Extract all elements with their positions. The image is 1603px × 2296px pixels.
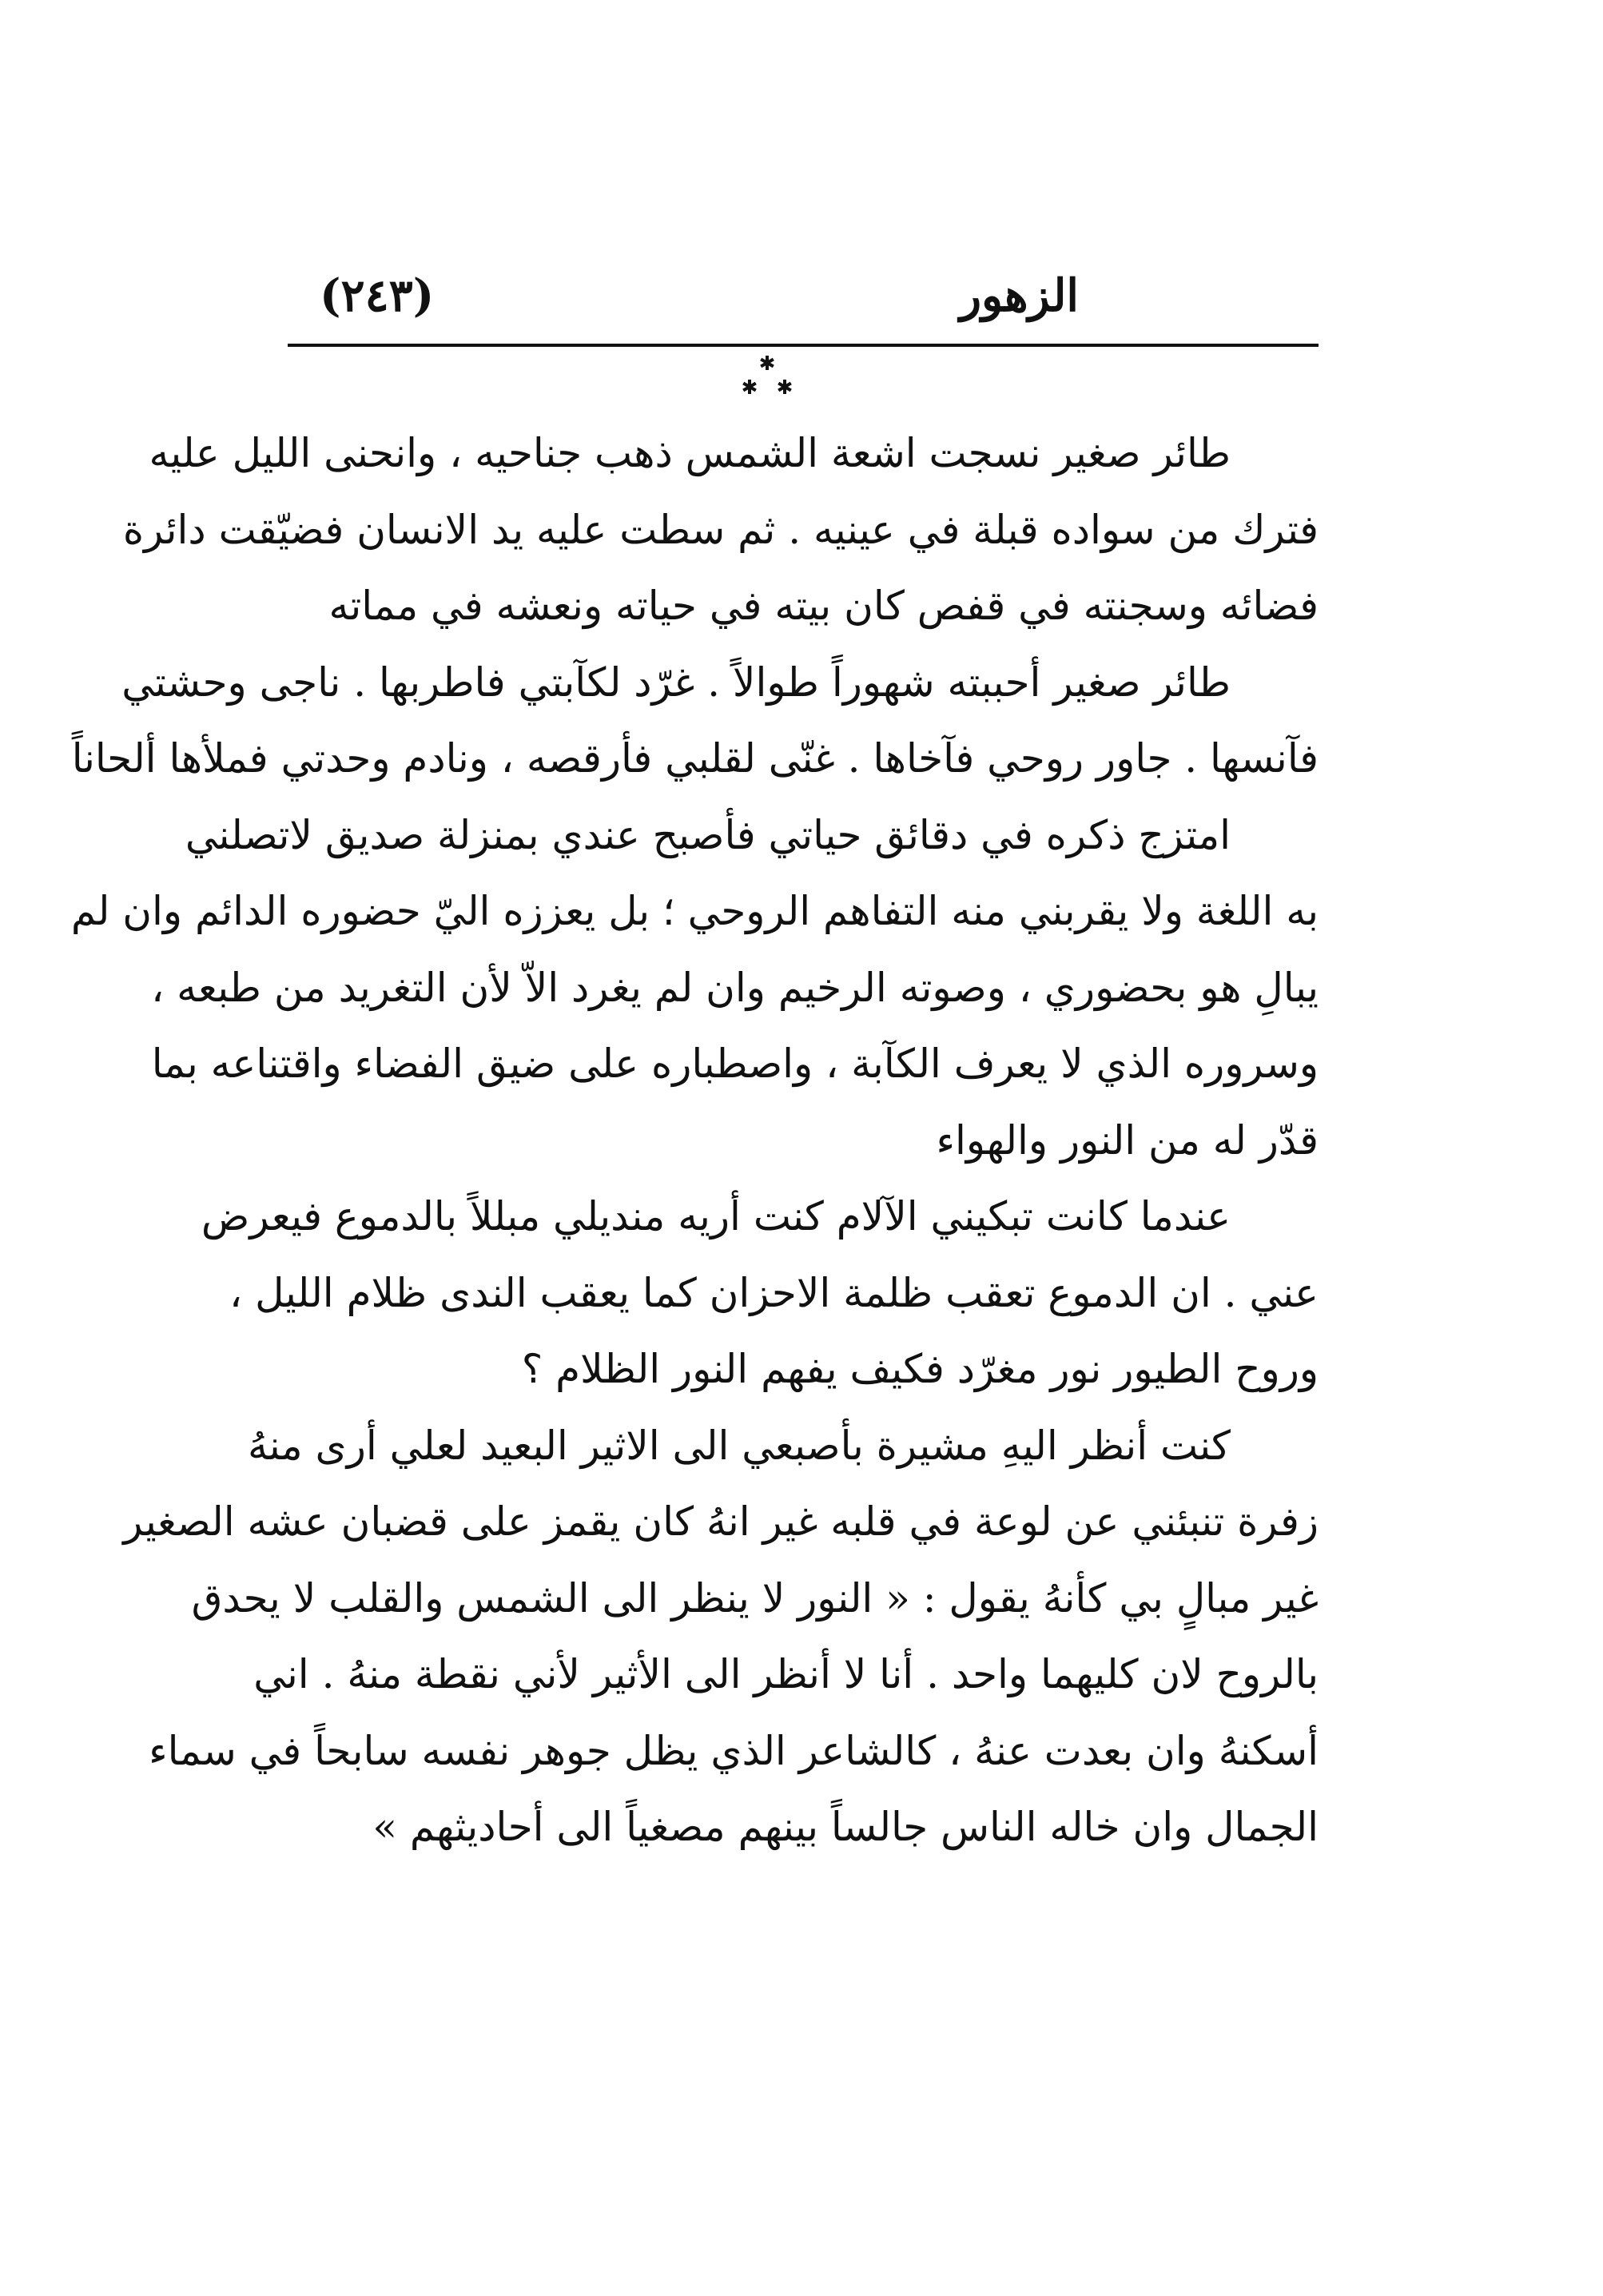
text-line: غير مبالٍ بي كأنهُ يقول : « النور لا ينظر الى الشمس والقلب لا يحدق bbox=[191, 1574, 1319, 1622]
text-line: زفرة تنبئني عن لوعة في قلبه غير انهُ كان يقمز على قضبان عشه الصغير bbox=[123, 1498, 1319, 1545]
asterisk-ornament-icon bbox=[719, 345, 815, 409]
text-line: طائر صغير أحببته شهوراً طوالاً . غرّد لكآبتي فاطربها . ناجى وحشتي bbox=[121, 659, 1231, 706]
text-line: بالروح لان كليهما واحد . أنا لا أنظر الى الأثير لأني نقطة منهُ . اني bbox=[253, 1651, 1319, 1697]
text-line: الجمال وان خاله الناس جالساً بينهم مصغياً الى أحاديثهم » bbox=[372, 1804, 1319, 1850]
text-line: طائر صغير نسجت اشعة الشمس ذهب جناحيه ، وانحنى الليل عليه bbox=[149, 430, 1231, 476]
text-line: قدّر له من النور والهواء bbox=[936, 1116, 1319, 1164]
body-text bbox=[70, 416, 1319, 1866]
text-line: فآنسها . جاور روحي فآخاها . غنّى لقلبي فأرقصه ، ونادم وحدتي فملأها ألحاناً bbox=[71, 735, 1319, 782]
running-title: الزهور bbox=[959, 269, 1079, 322]
text-line: عني . ان الدموع تعقب ظلمة الاحزان كما يعقب الندى ظلام الليل ، bbox=[229, 1269, 1319, 1316]
text-line: امتزج ذكره في دقائق حياتي فأصبح عندي بمنزلة صديق لاتصلني bbox=[185, 811, 1231, 858]
text-line: وروح الطيور نور مغرّد فكيف يفهم النور الظلام ؟ bbox=[521, 1346, 1319, 1392]
text-line: أسكنهُ وان بعدت عنهُ ، كالشاعر الذي يظل جوهر نفسه سابحاً في سماء bbox=[149, 1727, 1319, 1774]
page-header bbox=[288, 256, 1319, 344]
text-line: يبالِ هو بحضوري ، وصوته الرخيم وان لم يغرد الاّ لأن التغريد من طبعه ، bbox=[151, 964, 1319, 1011]
text-line: وسروره الذي لا يعرف الكآبة ، واصطباره على ضيق الفضاء واقتناعه بما bbox=[151, 1041, 1319, 1087]
text-line: فضائه وسجنته في قفص كان بيته في حياته ونعشه في مماته bbox=[328, 583, 1319, 629]
text-line: فترك من سواده قبلة في عينيه . ثم سطت عليه يد الانسان فضيّقت دائرة bbox=[122, 506, 1319, 553]
text-line: كنت أنظر اليهِ مشيرة بأصبعي الى الاثير البعيد لعلي أرى منهُ bbox=[247, 1422, 1231, 1469]
text-line: عندما كانت تبكيني الآلام كنت أريه منديلي مبللاً بالدموع فيعرض bbox=[201, 1193, 1231, 1240]
page-number: (٢٤٣) bbox=[320, 269, 435, 322]
text-line: به اللغة ولا يقربني منه التفاهم الروحي ؛ بل يعززه اليّ حضوره الدائم وان لم bbox=[70, 888, 1319, 934]
